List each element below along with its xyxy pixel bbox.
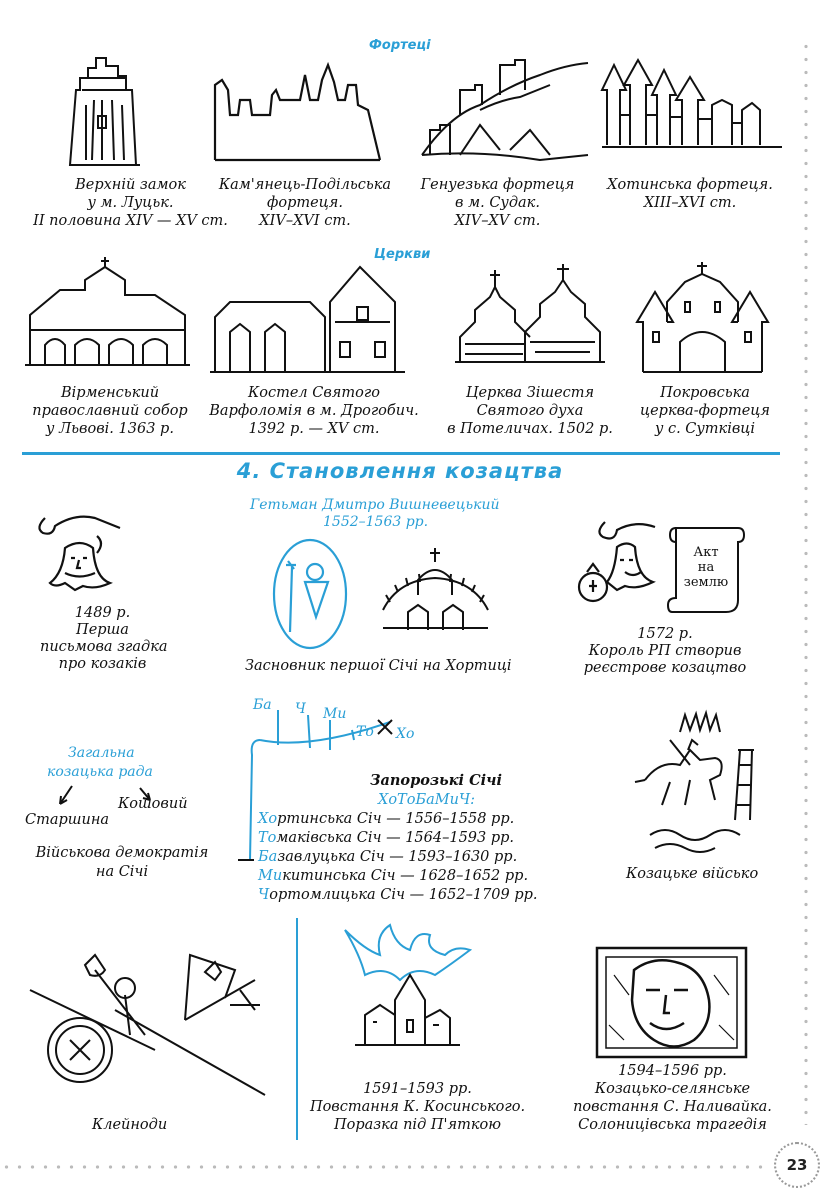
fortress-caption-sudak: Генуезька фортеця в м. Судак. XIV–XV ст. (420, 177, 575, 229)
church-caption-potelych: Церква Зішестя Святого духа в Потеличах. 1502 р. (447, 385, 613, 437)
page-border-dots-bottom (0, 1165, 770, 1169)
map-label-to: То (356, 724, 374, 740)
fortresses-heading: Фортеці (369, 38, 431, 53)
rada-label-line2: козацька рада (47, 764, 153, 780)
scroll-text: Акт на землю (683, 545, 729, 590)
page-border-dots-right (804, 40, 808, 1125)
nalyvaiko-portrait-drawing (594, 945, 749, 1060)
church-caption-drohobych: Костел Святого Варфоломія в м. Дрогобич. 1392 р. — XV ст. (209, 385, 419, 437)
regalia-caption: Клейноди (92, 1117, 168, 1133)
fortress-caption-kamianets: Кам'янець-Подільська фортеця. XIV–XVI ст. (218, 177, 392, 229)
hetman-years: 1552–1563 рр. (323, 514, 429, 530)
armenian-cathedral-drawing (25, 255, 190, 370)
hetman-name: Гетьман Дмитро Вишневецький (250, 497, 500, 513)
regalia-drawing (25, 950, 285, 1100)
list-item: Томаківська Січ — 1564–1593 рр. (258, 830, 515, 846)
cossack-army-drawing (630, 710, 770, 855)
map-label-ba: Ба (253, 697, 272, 713)
kamianets-fortress-drawing (210, 60, 385, 170)
map-label-ch: Ч (295, 701, 306, 717)
kosynsky-caption: 1591–1593 рр. Повстання К. Косинського. Поразка під П'яткою (309, 1081, 526, 1133)
hetman-oval-drawing (270, 537, 350, 652)
khotyn-fortress-drawing (602, 55, 782, 155)
kosynsky-uprising-drawing (335, 920, 475, 1065)
rada-label-line1: Загальна (68, 745, 135, 761)
church-caption-sutkivtsi: Покровська церква-фортеця у с. Сутківці (639, 385, 771, 437)
sudak-fortress-drawing (420, 55, 590, 170)
list-item: Хортинська Січ — 1556–1558 рр. (258, 811, 515, 827)
fortress-caption-khotyn: Хотинська фортеця. XIII–XVI ст. (607, 177, 773, 211)
nalyvaiko-caption: 1594–1596 рр. Козацько-селянське повстання С. Наливайка. Солоницівська трагедія (573, 1063, 772, 1133)
lutsk-castle-drawing (62, 50, 147, 170)
first-mention-caption: 1489 р. Перша письмова згадка про козаків (40, 605, 168, 672)
sutkivtsi-church-drawing (635, 262, 770, 380)
potelych-church-drawing (455, 262, 610, 377)
cossack-head-drawing (35, 508, 125, 593)
vertical-divider (296, 918, 298, 1140)
fortress-caption-lutsk: Верхній замок у м. Луцьк. ІІ половина XIV — XV ст. (33, 177, 228, 229)
list-item: Базавлуцька Січ — 1593–1630 рр. (258, 849, 518, 865)
map-label-kho: Хо (396, 726, 415, 742)
sich-list (258, 810, 538, 905)
page-number: 23 (774, 1142, 820, 1188)
sich-founder-caption: Засновник першої Січі на Хортиці (245, 658, 512, 674)
churches-heading: Церкви (374, 247, 431, 262)
starshyna-label: Старшина (25, 812, 110, 828)
first-sich-drawing (378, 540, 493, 640)
list-item: Чортомлицька Січ — 1652–1709 рр. (258, 887, 538, 903)
section-divider (22, 452, 780, 455)
drohobych-church-drawing (210, 262, 410, 380)
map-label-mi: Ми (323, 706, 347, 722)
church-caption-armenian: Вірменський православний собор у Львові. 1363 р. (32, 385, 188, 437)
koshovyi-label: Кошовий (118, 796, 188, 812)
democracy-caption: Військова демократія на Січі (35, 845, 209, 880)
section-title: 4. Становлення козацтва (236, 459, 564, 483)
registry-caption: 1572 р. Король РП створив реєстрове козацтво (583, 626, 747, 676)
sich-list-mnemonic: ХоТоБаМиЧ: (378, 792, 476, 808)
list-item: Микитинська Січ — 1628–1652 рр. (258, 868, 529, 884)
sich-list-title: Запорозькі Січі (370, 772, 502, 789)
army-caption: Козацьке військо (626, 866, 759, 882)
